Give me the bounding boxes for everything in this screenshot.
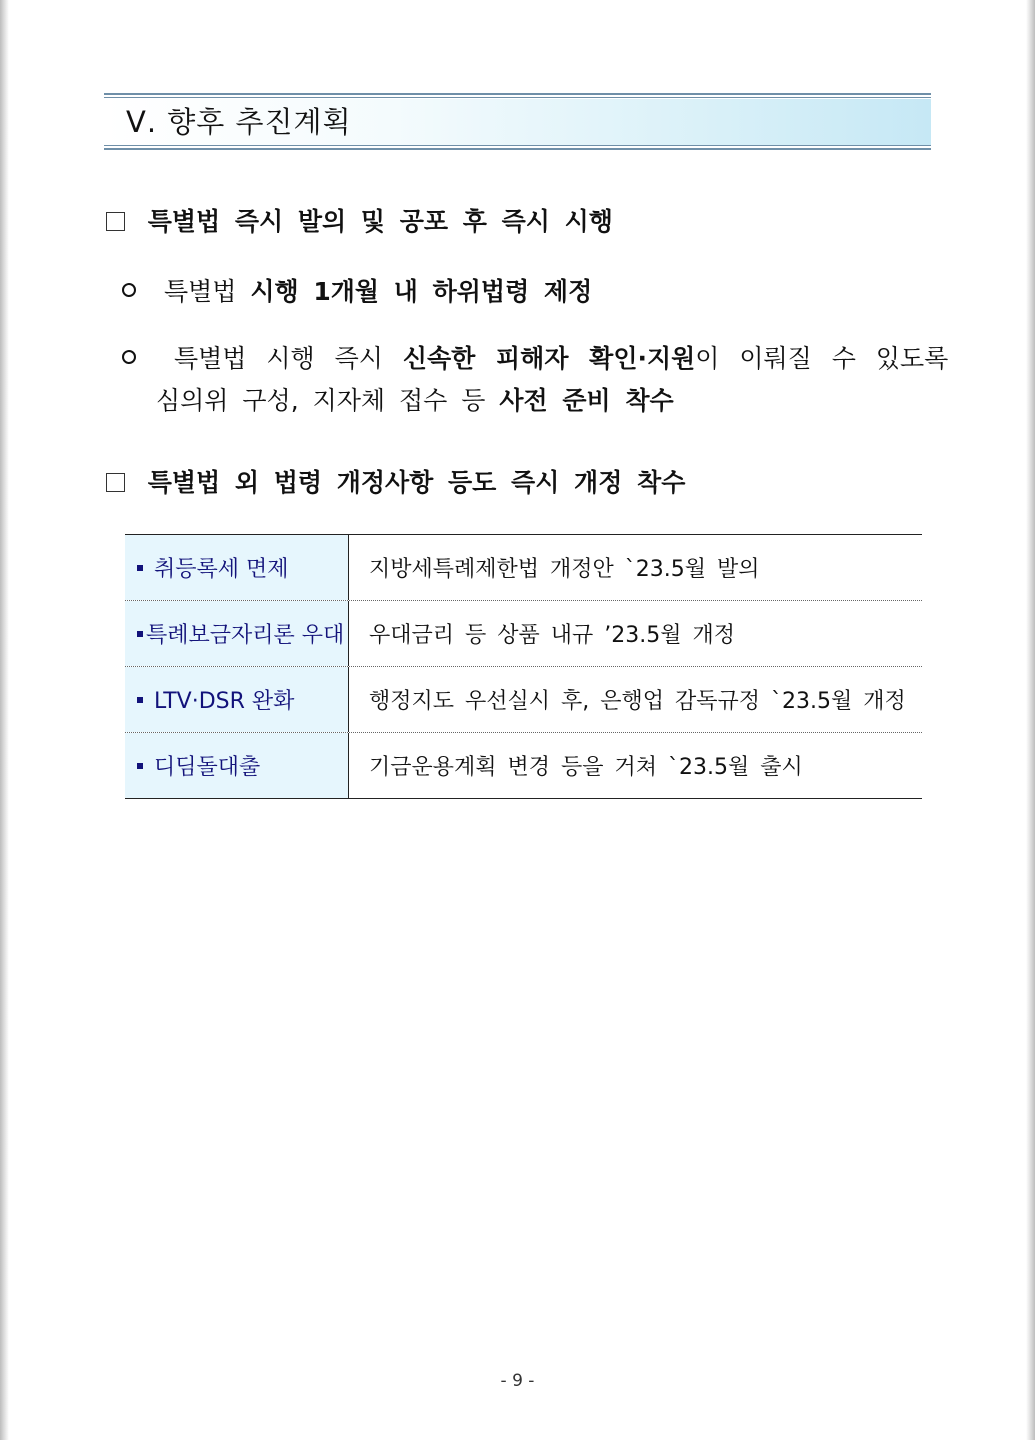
square-bullet-icon (137, 697, 143, 703)
table-label: 취등록세 면제 (154, 557, 289, 582)
table-label: 특례보금자리론 우대 (146, 623, 345, 648)
table-desc: 우대금리 등 상품 내규 ’23.5월 개정 (369, 623, 735, 648)
bullet-text: 이 이뤄질 수 있도록 (695, 344, 949, 373)
table-label-cell (125, 733, 349, 798)
table-row (125, 732, 922, 798)
table-label-cell (125, 667, 349, 732)
checkbox-square-icon (106, 212, 125, 231)
table-label-cell (125, 601, 349, 666)
bullet-text: 특별법 (163, 277, 251, 306)
heading-text: 특별법 외 법령 개정사항 등도 즉시 개정 착수 (147, 468, 686, 497)
circle-bullet-icon (122, 350, 136, 364)
bullet-text: 특별법 시행 즉시 (173, 344, 403, 373)
table-label-cell (125, 535, 349, 600)
checkbox-square-icon (106, 473, 125, 492)
square-bullet-icon (137, 565, 143, 571)
bullet-item-2-continued (156, 381, 674, 417)
table-desc: 행정지도 우선실시 후, 은행업 감독규정 `23.5월 개정 (369, 689, 906, 714)
square-bullet-icon (137, 763, 143, 769)
section-title: Ⅴ. 향후 추진계획 (126, 105, 352, 139)
page-edge-right (1026, 0, 1035, 1440)
measures-table (125, 534, 922, 799)
page-number: - 9 - (500, 1371, 535, 1391)
bullet-text-bold: 사전 준비 착수 (499, 386, 674, 415)
square-bullet-icon (137, 631, 143, 637)
table-desc: 기금운용계획 변경 등을 거쳐 `23.5월 출시 (369, 755, 803, 780)
table-desc-cell (349, 733, 922, 798)
table-desc-cell (349, 667, 922, 732)
table-label: 디딤돌대출 (154, 755, 261, 780)
circle-bullet-icon (122, 283, 136, 297)
header-rule (104, 93, 931, 95)
table-desc: 지방세특례제한법 개정안 `23.5월 발의 (369, 557, 760, 582)
table-row (125, 666, 922, 732)
bullet-item-1 (122, 272, 592, 308)
table-desc-cell (349, 601, 922, 666)
bullet-text-bold: 신속한 피해자 확인·지원 (402, 344, 696, 373)
header-rule (104, 148, 931, 150)
heading-item-1 (106, 202, 613, 238)
bullet-item-2 (122, 339, 948, 375)
bullet-text: 심의위 구성, 지자체 접수 등 (156, 386, 500, 415)
table-label: LTV·DSR 완화 (154, 689, 295, 714)
table-row (125, 600, 922, 666)
section-header (104, 93, 931, 151)
heading-text: 특별법 즉시 발의 및 공포 후 즉시 시행 (147, 207, 613, 236)
table-desc-cell (349, 535, 922, 600)
bullet-text-bold: 시행 1개월 내 하위법령 제정 (250, 277, 593, 306)
table-row (125, 535, 922, 600)
heading-item-2 (106, 463, 685, 499)
page-edge-left (0, 0, 9, 1440)
header-rule (104, 145, 931, 146)
header-rule (104, 97, 931, 98)
